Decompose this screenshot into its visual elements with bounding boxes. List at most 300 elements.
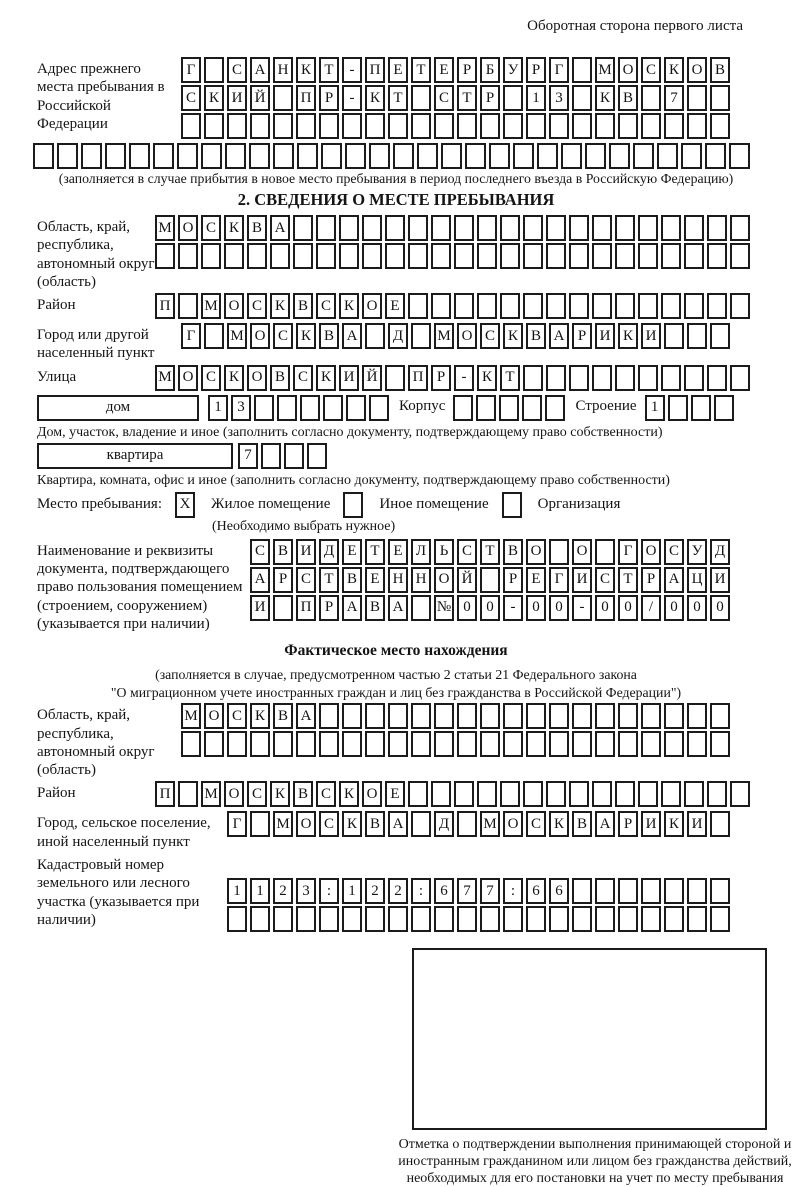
- char-cell: О: [687, 57, 707, 83]
- char-cell: П: [296, 85, 316, 111]
- char-cell: [204, 113, 224, 139]
- char-cell: И: [572, 567, 592, 593]
- char-cell: А: [270, 215, 290, 241]
- char-cell: Т: [365, 539, 385, 565]
- char-cell: Р: [641, 567, 661, 593]
- option-organization-label: Организация: [537, 495, 621, 512]
- cadastral-label: Кадастровый номер земельного или лесного участка (указывается при наличии): [37, 857, 200, 928]
- char-cell: [585, 143, 606, 169]
- char-cell: [569, 293, 589, 319]
- char-cell: [710, 113, 730, 139]
- char-cell: [57, 143, 78, 169]
- char-cell: [431, 243, 451, 269]
- char-cell: В: [247, 215, 267, 241]
- char-cell: [526, 906, 546, 932]
- char-cell: Т: [480, 539, 500, 565]
- char-cell: [293, 215, 313, 241]
- char-cell: [316, 215, 336, 241]
- field-district: [37, 293, 755, 321]
- char-cell: [296, 113, 316, 139]
- char-cell: [592, 365, 612, 391]
- char-cell: [615, 215, 635, 241]
- char-cell: М: [155, 215, 175, 241]
- char-cell: Е: [388, 539, 408, 565]
- cell-row: [181, 113, 755, 139]
- char-cell: [707, 243, 727, 269]
- char-cell: [687, 906, 707, 932]
- city-label: Город или другой населенный пункт: [37, 327, 155, 362]
- char-cell: [500, 243, 520, 269]
- char-cell: В: [293, 293, 313, 319]
- page-side-note: Оборотная сторона первого листа: [527, 18, 743, 34]
- confirmation-caption: Отметка о подтверждении выполнения принимающей стороной и иностранным гражданином или лицом без гражданства действий, необходимых для его постановки на учет по месту пребывания: [398, 1137, 792, 1187]
- char-cell: О: [250, 323, 270, 349]
- char-cell: [710, 878, 730, 904]
- char-cell: [684, 243, 704, 269]
- char-cell: [500, 215, 520, 241]
- char-cell: [411, 595, 431, 621]
- char-cell: [707, 781, 727, 807]
- char-cell: О: [296, 811, 316, 837]
- char-cell: [477, 781, 497, 807]
- char-cell: М: [181, 703, 201, 729]
- char-cell: К: [270, 293, 290, 319]
- char-cell: [664, 323, 684, 349]
- char-cell: Д: [434, 811, 454, 837]
- field-actual-city: [37, 811, 755, 851]
- char-cell: [664, 703, 684, 729]
- char-cell: О: [526, 539, 546, 565]
- char-cell: В: [293, 781, 313, 807]
- char-cell: А: [296, 703, 316, 729]
- cell-row: [227, 878, 755, 904]
- char-cell: [499, 395, 519, 421]
- checkbox-residential: X: [175, 492, 195, 518]
- char-cell: [595, 878, 615, 904]
- char-cell: [661, 243, 681, 269]
- field-house: [37, 395, 755, 423]
- field-document: [37, 539, 755, 633]
- char-cell: [546, 781, 566, 807]
- char-cell: Й: [362, 365, 382, 391]
- char-cell: [385, 365, 405, 391]
- char-cell: [339, 243, 359, 269]
- char-cell: [273, 906, 293, 932]
- char-cell: [638, 293, 658, 319]
- char-cell: [638, 365, 658, 391]
- char-cell: [707, 365, 727, 391]
- char-cell: [339, 215, 359, 241]
- char-cell: П: [296, 595, 316, 621]
- char-cell: С: [201, 215, 221, 241]
- char-cell: [342, 731, 362, 757]
- char-cell: 0: [710, 595, 730, 621]
- char-cell: Р: [319, 85, 339, 111]
- char-cell: [454, 243, 474, 269]
- char-cell: [431, 781, 451, 807]
- char-cell: [225, 143, 246, 169]
- char-cell: [365, 906, 385, 932]
- field-apartment: [37, 443, 755, 471]
- char-cell: [342, 113, 362, 139]
- char-cell: М: [434, 323, 454, 349]
- char-cell: [411, 811, 431, 837]
- char-cell: [572, 906, 592, 932]
- char-cell: [250, 906, 270, 932]
- char-cell: [408, 781, 428, 807]
- char-cell: -: [454, 365, 474, 391]
- char-cell: Д: [319, 539, 339, 565]
- stay-type-label: Место пребывания:: [37, 495, 162, 512]
- char-cell: [342, 703, 362, 729]
- char-cell: [454, 215, 474, 241]
- char-cell: М: [201, 781, 221, 807]
- char-cell: Т: [457, 85, 477, 111]
- char-cell: 0: [687, 595, 707, 621]
- cell-row: [155, 365, 753, 391]
- char-cell: [592, 293, 612, 319]
- char-cell: [408, 243, 428, 269]
- char-cell: [434, 906, 454, 932]
- char-cell: К: [316, 365, 336, 391]
- char-cell: С: [641, 57, 661, 83]
- char-cell: [307, 443, 327, 469]
- char-cell: О: [224, 293, 244, 319]
- char-cell: [441, 143, 462, 169]
- char-cell: [293, 243, 313, 269]
- char-cell: С: [227, 703, 247, 729]
- char-cell: [273, 113, 293, 139]
- char-cell: [615, 365, 635, 391]
- char-cell: [434, 703, 454, 729]
- char-cell: Т: [319, 567, 339, 593]
- char-cell: -: [342, 57, 362, 83]
- char-cell: [503, 906, 523, 932]
- char-cell: Б: [480, 57, 500, 83]
- char-cell: Т: [411, 57, 431, 83]
- char-cell: [408, 293, 428, 319]
- char-cell: [434, 113, 454, 139]
- char-cell: Р: [503, 567, 523, 593]
- char-cell: В: [710, 57, 730, 83]
- char-cell: 0: [664, 595, 684, 621]
- char-cell: [730, 243, 750, 269]
- char-cell: [457, 703, 477, 729]
- char-cell: -: [342, 85, 362, 111]
- char-cell: М: [201, 293, 221, 319]
- char-cell: [319, 906, 339, 932]
- char-cell: [500, 293, 520, 319]
- char-cell: [393, 143, 414, 169]
- char-cell: П: [408, 365, 428, 391]
- char-cell: [710, 85, 730, 111]
- cell-row: [181, 57, 755, 83]
- char-cell: Г: [549, 567, 569, 593]
- char-cell: 0: [618, 595, 638, 621]
- char-cell: И: [687, 811, 707, 837]
- char-cell: [572, 57, 592, 83]
- char-cell: 6: [549, 878, 569, 904]
- char-cell: [641, 85, 661, 111]
- char-cell: О: [572, 539, 592, 565]
- char-cell: [523, 215, 543, 241]
- char-cell: 6: [434, 878, 454, 904]
- char-cell: [638, 781, 658, 807]
- char-cell: [454, 293, 474, 319]
- char-cell: -: [503, 595, 523, 621]
- checkbox-other-premises: [343, 492, 363, 518]
- street-label: Улица: [37, 368, 77, 385]
- char-cell: [661, 293, 681, 319]
- char-cell: [615, 781, 635, 807]
- char-cell: [641, 906, 661, 932]
- char-cell: В: [270, 365, 290, 391]
- char-cell: [684, 293, 704, 319]
- char-cell: В: [342, 567, 362, 593]
- char-cell: В: [572, 811, 592, 837]
- district-label: Район: [37, 297, 76, 314]
- char-cell: [362, 215, 382, 241]
- house-caption: Дом, участок, владение и иное (заполнить согласно документу, подтверждающему право собственности): [37, 424, 663, 440]
- char-cell: [592, 781, 612, 807]
- char-cell: Й: [250, 85, 270, 111]
- option-residential-label: Жилое помещение: [211, 495, 331, 512]
- char-cell: [388, 703, 408, 729]
- char-cell: Г: [227, 811, 247, 837]
- char-cell: [362, 243, 382, 269]
- char-cell: [177, 143, 198, 169]
- prev-address-label: Адрес прежнего места пребывания в Российской Федерации: [37, 61, 165, 132]
- char-cell: С: [457, 539, 477, 565]
- char-cell: [408, 215, 428, 241]
- char-cell: [411, 731, 431, 757]
- char-cell: [247, 243, 267, 269]
- char-cell: [477, 215, 497, 241]
- cell-row: [181, 731, 755, 757]
- actual-district-label: Район: [37, 785, 76, 802]
- char-cell: [546, 215, 566, 241]
- char-cell: [388, 906, 408, 932]
- char-cell: Т: [500, 365, 520, 391]
- char-cell: Е: [365, 567, 385, 593]
- char-cell: [250, 113, 270, 139]
- char-cell: [681, 143, 702, 169]
- char-cell: Р: [480, 85, 500, 111]
- char-cell: О: [178, 365, 198, 391]
- char-cell: [668, 395, 688, 421]
- char-cell: К: [339, 293, 359, 319]
- char-cell: [33, 143, 54, 169]
- char-cell: [178, 293, 198, 319]
- char-cell: [204, 323, 224, 349]
- section2-title: 2. СВЕДЕНИЯ О МЕСТЕ ПРЕБЫВАНИЯ: [237, 190, 555, 209]
- char-cell: [273, 85, 293, 111]
- char-cell: [342, 906, 362, 932]
- char-cell: [227, 731, 247, 757]
- char-cell: [657, 143, 678, 169]
- char-cell: [480, 906, 500, 932]
- house-number-cells: [208, 395, 392, 421]
- char-cell: А: [342, 323, 362, 349]
- char-cell: С: [434, 85, 454, 111]
- char-cell: 1: [250, 878, 270, 904]
- char-cell: [411, 85, 431, 111]
- char-cell: 1: [208, 395, 228, 421]
- prev-address-full-row: [33, 143, 755, 169]
- house-label-box: дом: [37, 395, 199, 421]
- char-cell: К: [339, 781, 359, 807]
- char-cell: [476, 395, 496, 421]
- char-cell: [457, 731, 477, 757]
- char-cell: [684, 365, 704, 391]
- char-cell: К: [549, 811, 569, 837]
- char-cell: С: [227, 57, 247, 83]
- char-cell: С: [319, 811, 339, 837]
- field-street: [37, 365, 755, 393]
- char-cell: [480, 731, 500, 757]
- char-cell: [569, 243, 589, 269]
- char-cell: К: [224, 215, 244, 241]
- char-cell: Е: [385, 293, 405, 319]
- char-cell: Е: [385, 781, 405, 807]
- char-cell: Й: [457, 567, 477, 593]
- char-cell: [537, 143, 558, 169]
- char-cell: [730, 365, 750, 391]
- char-cell: Р: [319, 595, 339, 621]
- char-cell: 0: [526, 595, 546, 621]
- char-cell: Ц: [687, 567, 707, 593]
- char-cell: [249, 143, 270, 169]
- char-cell: А: [388, 595, 408, 621]
- char-cell: [638, 243, 658, 269]
- char-cell: [729, 143, 750, 169]
- char-cell: В: [365, 595, 385, 621]
- char-cell: [633, 143, 654, 169]
- char-cell: М: [480, 811, 500, 837]
- char-cell: К: [664, 811, 684, 837]
- char-cell: [224, 243, 244, 269]
- char-cell: :: [319, 878, 339, 904]
- char-cell: [227, 906, 247, 932]
- char-cell: Р: [572, 323, 592, 349]
- char-cell: [503, 703, 523, 729]
- char-cell: №: [434, 595, 454, 621]
- char-cell: К: [503, 323, 523, 349]
- char-cell: 2: [365, 878, 385, 904]
- char-cell: И: [339, 365, 359, 391]
- char-cell: 3: [296, 878, 316, 904]
- char-cell: [277, 395, 297, 421]
- char-cell: [545, 395, 565, 421]
- char-cell: :: [503, 878, 523, 904]
- char-cell: [595, 906, 615, 932]
- char-cell: О: [247, 365, 267, 391]
- char-cell: Е: [342, 539, 362, 565]
- cell-row: [250, 567, 755, 593]
- char-cell: [431, 215, 451, 241]
- char-cell: 7: [664, 85, 684, 111]
- char-cell: [261, 443, 281, 469]
- char-cell: [710, 323, 730, 349]
- korpus-cells: [453, 395, 568, 421]
- char-cell: Е: [434, 57, 454, 83]
- actual-region-label: Область, край, республика, автономный округ (область): [37, 707, 155, 779]
- field-actual-region: [37, 703, 755, 779]
- field-cadastral: [37, 853, 755, 934]
- char-cell: [572, 878, 592, 904]
- char-cell: [296, 906, 316, 932]
- char-cell: В: [618, 85, 638, 111]
- char-cell: Л: [411, 539, 431, 565]
- cell-row: [250, 539, 755, 565]
- char-cell: [618, 878, 638, 904]
- char-cell: Т: [618, 567, 638, 593]
- char-cell: [270, 243, 290, 269]
- confirmation-block: [395, 948, 795, 1187]
- char-cell: [730, 215, 750, 241]
- char-cell: [365, 323, 385, 349]
- char-cell: [546, 365, 566, 391]
- char-cell: [526, 113, 546, 139]
- char-cell: [227, 113, 247, 139]
- char-cell: К: [365, 85, 385, 111]
- char-cell: О: [362, 781, 382, 807]
- char-cell: В: [365, 811, 385, 837]
- char-cell: О: [178, 215, 198, 241]
- char-cell: [250, 731, 270, 757]
- char-cell: М: [595, 57, 615, 83]
- char-cell: [477, 293, 497, 319]
- char-cell: [595, 539, 615, 565]
- char-cell: [549, 703, 569, 729]
- char-cell: И: [296, 539, 316, 565]
- char-cell: [691, 395, 711, 421]
- char-cell: А: [250, 57, 270, 83]
- char-cell: [388, 113, 408, 139]
- char-cell: [178, 781, 198, 807]
- char-cell: 6: [526, 878, 546, 904]
- char-cell: [615, 243, 635, 269]
- char-cell: [480, 567, 500, 593]
- char-cell: Г: [181, 57, 201, 83]
- char-cell: Г: [618, 539, 638, 565]
- char-cell: [641, 731, 661, 757]
- char-cell: [388, 731, 408, 757]
- char-cell: [254, 395, 274, 421]
- char-cell: А: [549, 323, 569, 349]
- actual-city-label: Город, сельское поселение, иной населенный пункт: [37, 815, 211, 850]
- char-cell: 7: [238, 443, 258, 469]
- char-cell: [687, 323, 707, 349]
- char-cell: [641, 113, 661, 139]
- char-cell: [618, 703, 638, 729]
- char-cell: [155, 243, 175, 269]
- char-cell: Р: [273, 567, 293, 593]
- char-cell: 0: [480, 595, 500, 621]
- char-cell: С: [296, 567, 316, 593]
- char-cell: С: [273, 323, 293, 349]
- char-cell: С: [247, 781, 267, 807]
- char-cell: Е: [388, 57, 408, 83]
- char-cell: [687, 85, 707, 111]
- apartment-label-box: квартира: [37, 443, 233, 469]
- char-cell: [204, 731, 224, 757]
- char-cell: В: [503, 539, 523, 565]
- char-cell: В: [273, 539, 293, 565]
- char-cell: К: [477, 365, 497, 391]
- char-cell: В: [273, 703, 293, 729]
- char-cell: [664, 906, 684, 932]
